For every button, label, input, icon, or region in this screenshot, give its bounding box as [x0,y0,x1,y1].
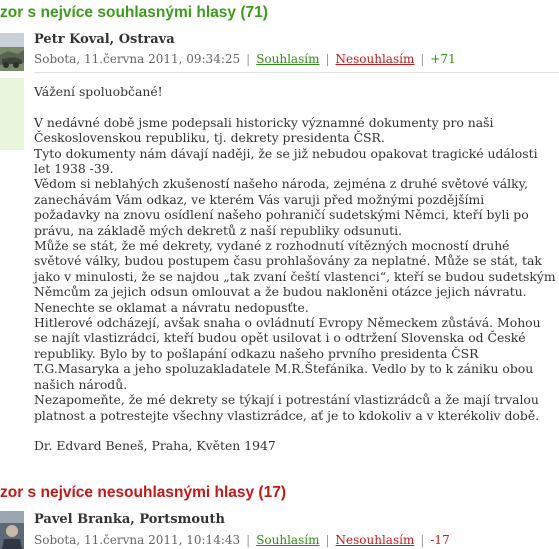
comment-meta [34,52,456,66]
comment-line: Němcům za jejich odsun omlouvat a že budou nakloněni otázce jejich návratu. [34,284,527,300]
avatar [0,33,24,71]
divider [34,72,559,73]
comment-line: požadavky na znovu osídlení našeho pohraničí sudetskými Němci, kteří byli po [34,207,529,223]
comment-body [34,84,554,454]
comment-line: platnost a potrestejte všechny vlastizrádce, ať je to kdokoliv a v kterékoliv době. [34,407,540,423]
comment-date: Sobota, 11.června 2011, 09:34:25 [34,52,241,66]
comment-line: Tyto dokumenty nám dávají naději, že se již nebudou opakovat tragické události [34,145,538,161]
most-disagreed-section-title: zor s nejvíce nesouhlasnými hlasy (17) [0,484,287,501]
comment-line: Vědom si neblahých zkušeností našeho národa, zejména z druhé světové války, [34,176,528,192]
separator: | [420,533,425,547]
most-agreed-section-title: zor s nejvíce souhlasnými hlasy (71) [0,4,268,21]
comment-date: Sobota, 11.června 2011, 10:14:43 [34,533,241,547]
comment-author: Petr Koval, Ostrava [34,32,175,47]
separator: | [420,52,425,66]
comment-line: Nenechte se oklamat a návratu nedopusťte. [34,299,309,315]
vote-score: +71 [430,52,456,66]
disagree-button[interactable]: Nesouhlasím [335,533,415,547]
comment-line: Může se stát, že mé dekrety, vydané z rozhodnutí vítězných mocností druhé [34,238,510,254]
comment-line: jako v minulosti, že se najdou „tak zvaní čeští vlastenci“, kteří se budou sudetským [34,268,556,284]
comment-line: našich národů. [34,376,128,392]
comment-line: právu, na základě mých dekretů z naší republiky odsunuti. [34,222,403,238]
separator: | [246,52,251,66]
comment-line: světové války, budou postupem času prohlašovány za neplatné. Může se stát, tak [34,253,542,269]
comment-line: republiky. Bylo by to pošlapání odkazu našeho prvního presidenta ČSR [34,345,479,361]
comment-line: V nedávné době jsme podepsali historicky významné dokumenty pro naši [34,114,494,130]
separator: | [325,52,330,66]
avatar [0,511,24,549]
comment-line: Nezapomeňte, že mé dekrety se týkají i potrestání vlastizrádců a že mají trvalou [34,392,539,408]
comment-line: se najít vlastizrádci, kteří budou opět usilovat i o odtržení Slovenska od České [34,330,526,346]
separator: | [325,533,330,547]
comment-line: let 1938 -39. [34,161,114,177]
comment-signature: Dr. Edvard Beneš, Praha, Květen 1947 [34,438,276,454]
agree-button[interactable]: Souhlasím [256,533,320,547]
agree-button[interactable]: Souhlasím [256,52,320,66]
comment-line: T.G.Masaryka a jeho spoluzakladatele M.R.Štefánika. Vedlo by to k zániku obou [34,361,534,377]
comment-indicator-strip [0,78,24,150]
comment-author: Pavel Branka, Portsmouth [34,512,225,527]
comment-line: Československou republiku, tj. dekrety presidenta ČSR. [34,130,385,146]
vote-score: -17 [430,533,450,547]
comment-line: zanechávám Vám odkaz, ve kterém Vás varuji před možnými pozdějšími [34,191,485,207]
comment-line: Vážení spoluobčané! [34,84,163,99]
separator: | [246,533,251,547]
disagree-button[interactable]: Nesouhlasím [335,52,415,66]
comment-meta [34,533,450,547]
comment-line: Hitlerové odcházejí, avšak snaha o ovládnutí Evropy Německem zůstává. Mohou [34,315,541,331]
